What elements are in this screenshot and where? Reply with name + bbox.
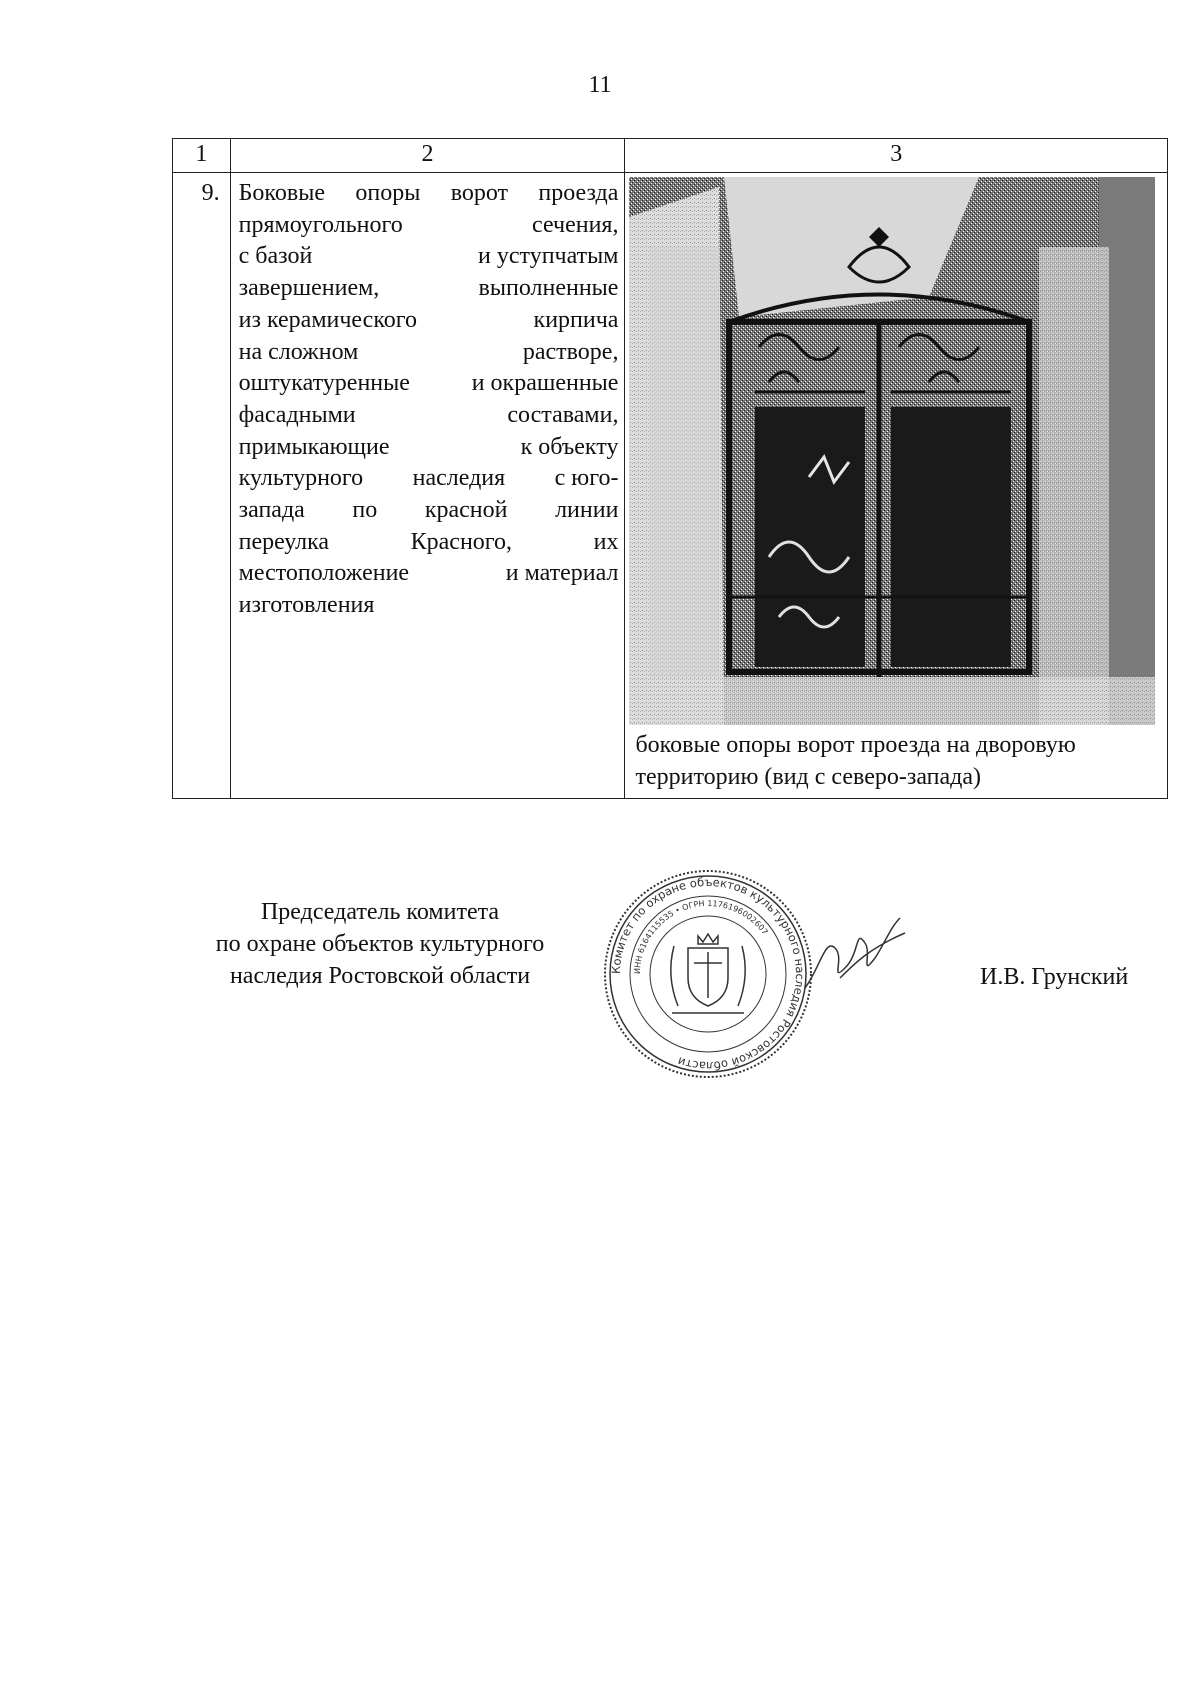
description-line (239, 558, 619, 590)
header-col-1: 1 (173, 139, 231, 173)
photo-cell (625, 173, 1168, 799)
description-line (239, 590, 619, 622)
stamp-inner-text: ИНН 6164115535 • ОГРН 1176196002607 (632, 898, 770, 975)
description-word: наследия (412, 465, 506, 492)
description-word: по (352, 497, 378, 524)
description-word: составами, (507, 401, 619, 428)
description-word: переулка (238, 528, 330, 555)
description-word: и материал (505, 560, 619, 587)
description-word: с базой (238, 243, 313, 270)
gate-photo (629, 177, 1155, 725)
header-col-3: 3 (625, 139, 1168, 173)
description-word: проезда (538, 180, 619, 206)
description-word: их (593, 528, 619, 555)
signatory-title (160, 896, 600, 992)
page-number: 11 (588, 72, 612, 98)
description-line (239, 463, 619, 495)
header-col-2: 2 (230, 139, 625, 173)
description-word: оштукатуренные (238, 370, 410, 397)
description-word: кирпича (533, 306, 619, 333)
description-word: линии (555, 497, 619, 524)
stamp-outer-text: Комитет по охране объектов культурного наследия Ростовской области (608, 874, 808, 1074)
photo-caption: боковые опоры ворот проезда на дворовую территорию (вид с северо-запада) (635, 732, 1076, 790)
description-word: примыкающие (238, 433, 390, 460)
description-word: красной (424, 497, 508, 524)
description-line (239, 273, 619, 305)
handwritten-signature (800, 908, 910, 998)
row-description (230, 173, 625, 799)
description-line (239, 400, 619, 432)
signatory-name: И.В. Грунский (980, 964, 1129, 990)
description-word: изготовления (238, 592, 375, 619)
description-line (239, 210, 619, 242)
table-header-row (173, 139, 1168, 173)
description-word: культурного (238, 465, 364, 492)
description-word: на сложном (238, 338, 359, 365)
description-line (239, 527, 619, 559)
description-word: прямоугольного (238, 211, 403, 238)
coat-of-arms-icon (671, 934, 745, 1013)
description-word: и окрашенные (471, 370, 619, 397)
description-word: опоры (355, 180, 421, 206)
description-word: к объекту (520, 433, 619, 460)
description-line (239, 241, 619, 273)
description-word: Боковые (238, 180, 325, 206)
row-number: 9. (173, 173, 231, 799)
objects-table (172, 138, 1168, 799)
description-line (239, 432, 619, 464)
description-word: с юго- (554, 465, 619, 492)
description-line (239, 305, 619, 337)
description-word: запада (238, 497, 305, 524)
description-word: ворот (450, 180, 509, 206)
description-line (239, 337, 619, 369)
signatory-title-line: по охране объектов культурного (215, 931, 545, 957)
description-word: и уступчатым (478, 243, 619, 270)
official-stamp (602, 868, 814, 1080)
signatory-title-line: Председатель комитета (260, 899, 500, 925)
description-line (239, 178, 619, 210)
description-word: выполненные (478, 275, 619, 302)
description-word: местоположение (238, 560, 410, 587)
description-line (239, 368, 619, 400)
description-line (239, 495, 619, 527)
description-word: фасадными (238, 401, 356, 428)
description-word: сечения, (532, 211, 619, 238)
description-word: Красного, (410, 528, 513, 555)
table-row (173, 173, 1168, 799)
signatory-title-line: наследия Ростовской области (229, 963, 531, 989)
description-word: завершением, (238, 275, 380, 302)
description-word: растворе, (522, 338, 619, 365)
description-word: из керамического (238, 306, 418, 333)
